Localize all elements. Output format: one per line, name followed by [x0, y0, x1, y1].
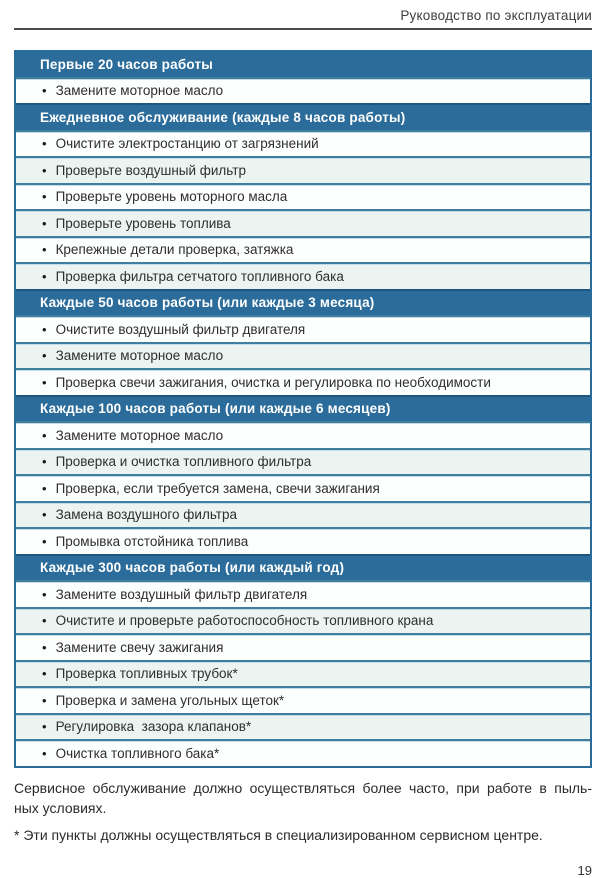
- maintenance-item: [16, 368, 590, 395]
- section-header: Первые 20 часов работы: [16, 52, 590, 77]
- bullet-icon: •: [42, 480, 47, 496]
- item-text: Замените воздушный фильтр двигателя: [55, 586, 308, 602]
- footer-note-line2: ных условиях.: [14, 799, 107, 816]
- bullet-icon: •: [42, 666, 47, 682]
- bullet-icon: •: [42, 215, 47, 231]
- asterisk-note: * Эти пункты должны осуществляться в специализированном сервисном центре.: [14, 826, 543, 843]
- item-text: Проверьте воздушный фильтр: [55, 162, 246, 178]
- bullet-icon: •: [42, 374, 47, 390]
- maintenance-item: [16, 633, 590, 660]
- bullet-icon: •: [42, 321, 47, 337]
- section-header: Каждые 50 часов работы (или каждые 3 месяца): [16, 289, 590, 316]
- maintenance-item: [16, 262, 590, 289]
- maintenance-item: [16, 527, 590, 554]
- section-header: Каждые 100 часов работы (или каждые 6 месяцев): [16, 395, 590, 422]
- bullet-icon: •: [42, 348, 47, 364]
- bullet-icon: •: [42, 83, 47, 99]
- maintenance-item: [16, 130, 590, 157]
- header-rule: [14, 28, 592, 30]
- bullet-icon: •: [42, 533, 47, 549]
- item-text: Очистите воздушный фильтр двигателя: [55, 321, 306, 337]
- item-text: Замените моторное масло: [55, 348, 224, 364]
- section-header: Каждые 300 часов работы (или каждый год): [16, 554, 590, 581]
- bullet-icon: •: [42, 586, 47, 602]
- item-text: Замените моторное масло: [55, 427, 224, 443]
- maintenance-table: [14, 50, 592, 768]
- item-text: Замените моторное масло: [55, 83, 224, 99]
- item-text: Проверка и очистка топливного фильтра: [55, 454, 312, 470]
- maintenance-item: [16, 660, 590, 687]
- bullet-icon: •: [42, 242, 47, 258]
- section-header: Ежедневное обслуживание (каждые 8 часов работы): [16, 103, 590, 130]
- item-text: Очистите электростанцию от загрязнений: [55, 136, 319, 152]
- maintenance-item: [16, 315, 590, 342]
- footer-note-line1: Сервисное обслуживание должно осуществляться более часто, при работе в пыль-: [14, 779, 592, 796]
- bullet-icon: •: [42, 427, 47, 443]
- item-text: Проверьте уровень топлива: [55, 215, 231, 231]
- maintenance-item: [16, 501, 590, 528]
- bullet-icon: •: [42, 268, 47, 284]
- maintenance-item: [16, 209, 590, 236]
- bullet-icon: •: [42, 507, 47, 523]
- item-text: Очистка топливного бака*: [55, 745, 220, 761]
- item-text: Очистите и проверьте работоспособность топливного крана: [55, 613, 434, 629]
- item-text: Проверка и замена угольных щеток*: [55, 692, 285, 708]
- item-text: Замена воздушного фильтра: [55, 507, 238, 523]
- maintenance-item: [16, 156, 590, 183]
- maintenance-item: [16, 739, 590, 766]
- bullet-icon: •: [42, 136, 47, 152]
- maintenance-item: [16, 342, 590, 369]
- bullet-icon: •: [42, 189, 47, 205]
- maintenance-item: [16, 236, 590, 263]
- page-header: [14, 6, 592, 28]
- item-text: Замените свечу зажигания: [55, 639, 224, 655]
- maintenance-item: [16, 686, 590, 713]
- bullet-icon: •: [42, 745, 47, 761]
- item-text: Промывка отстойника топлива: [55, 533, 249, 549]
- footer-note: [14, 778, 592, 818]
- bullet-icon: •: [42, 454, 47, 470]
- maintenance-item: [16, 474, 590, 501]
- item-text: Крепежные детали проверка, затяжка: [55, 242, 294, 258]
- maintenance-item: [16, 607, 590, 634]
- maintenance-item: [16, 713, 590, 740]
- maintenance-item: [16, 77, 590, 104]
- maintenance-item: [16, 421, 590, 448]
- page-number: 19: [577, 862, 592, 878]
- item-text: Регулировка зазора клапанов*: [55, 719, 252, 735]
- item-text: Проверка фильтра сетчатого топливного бака: [55, 268, 344, 284]
- maintenance-item: [16, 580, 590, 607]
- bullet-icon: •: [42, 162, 47, 178]
- bullet-icon: •: [42, 613, 47, 629]
- maintenance-item: [16, 183, 590, 210]
- bullet-icon: •: [42, 692, 47, 708]
- maintenance-item: [16, 448, 590, 475]
- item-text: Проверка, если требуется замена, свечи зажигания: [55, 480, 380, 496]
- item-text: Проверка топливных трубок*: [55, 666, 238, 682]
- page-header-title: Руководство по эксплуатации: [400, 8, 592, 23]
- bullet-icon: •: [42, 719, 47, 735]
- bullet-icon: •: [42, 639, 47, 655]
- item-text: Проверьте уровень моторного масла: [55, 189, 288, 205]
- item-text: Проверка свечи зажигания, очистка и регулировка по необходимости: [55, 374, 491, 390]
